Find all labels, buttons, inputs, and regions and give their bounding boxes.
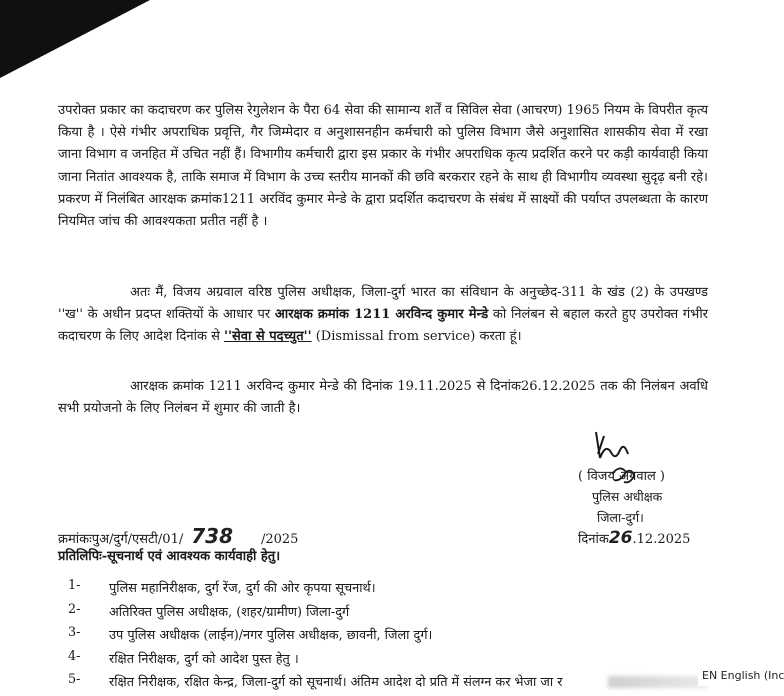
list-item-number: 3- xyxy=(68,625,81,640)
signature-date-handwritten-day: 26 xyxy=(608,528,633,548)
signatory-designation: पुलिस अधीक्षक xyxy=(592,489,663,504)
reference-year: /2025 xyxy=(260,532,299,547)
list-item-number: 1- xyxy=(68,578,81,593)
scan-shadow-corner xyxy=(0,0,150,78)
list-item xyxy=(68,625,728,649)
reference-handwritten-number: 738 xyxy=(191,524,233,548)
list-item-text: रक्षित निरीक्षक, दुर्ग को आदेश पुस्त हेतु । xyxy=(109,651,299,667)
list-item-number: 4- xyxy=(68,648,81,664)
signature-date-label: दिनांक xyxy=(578,532,609,547)
blurred-region xyxy=(608,676,708,688)
signature-date xyxy=(578,528,690,548)
paragraph-misconduct-text: उपरोक्त प्रकार का कदाचरण कर पुलिस रेगुलेशन के पैरा 64 सेवा की सामान्य शर्तें व सिविल सेवा (आचरण) 1965 नियम के विपरीत कृत्य किया है । ऐसे गंभीर अपराधिक प्रवृत्ति, गैर जिम्मेदार व अनुशासनहीन कर्मचारी को पुलिस विभाग जैसे अनुशासित शासकीय सेवा में रखा जाना विभाग व जनहित में उचित नहीं हैं। विभागीय कर्मचारी द्वारा इस प्रकार के गंभीर अपराधिक कृत्य प्रदर्शित करने पर कड़ी कार्यवाही किया जाना नितांत आवश्यक है, ताकि समाज में विभाग के उच्च स्तरीय मानकों की छवि बरकरार रहने के साथ ही विभागीय व्यवस्था सुदृढ़ बनी रहे। प्रकरण में निलंबित आरक्षक क्रमांक1211 अरविंद कुमार मेन्डे के द्वारा प्रदर्शित कदाचरण के संबंध में साक्ष्यों की पर्याप्त उपलब्धता के कारण नियमित जांच की आवश्यकता प्रतीत नहीं है । xyxy=(58,103,708,230)
reference-number xyxy=(58,524,298,548)
signature-date-rest: .12.2025 xyxy=(632,532,691,547)
list-item xyxy=(68,602,728,626)
paragraph-suspension-period xyxy=(58,376,708,420)
paragraph-misconduct xyxy=(58,100,708,233)
paragraph-order xyxy=(58,282,708,349)
list-item-text: पुलिस महानिरीक्षक, दुर्ग रेंज, दुर्ग की ओर कृपया सूचनार्थ। xyxy=(109,581,376,596)
order-text-middle: को निलंबन से बहाल करते हुए उपरोक्त गंभीर कदाचरण के लिए आदेश दिनांक से xyxy=(58,307,709,345)
order-constable-name: आरक्षक क्रमांक 1211 अरविन्द कुमार मेन्डे xyxy=(274,307,489,323)
list-item xyxy=(68,578,728,602)
list-item xyxy=(68,649,728,673)
order-dismissal-term: ''सेवा से पदच्युत'' xyxy=(224,329,312,345)
list-item-text: रक्षित निरीक्षक, रक्षित केन्द्र, जिला-दुर्ग को सूचनार्थ। अंतिम आदेश दो प्रति में संलग्न कर भेजा जा र xyxy=(109,675,563,690)
signatory-district: जिला-दुर्ग। xyxy=(597,510,644,525)
language-indicator[interactable]: EN English (Inc xyxy=(698,666,770,686)
list-item-text: उप पुलिस अधीक्षक (लाईन)/नगर पुलिस अधीक्षक, छावनी, जिला दुर्ग। xyxy=(109,628,433,643)
reference-prefix: क्रमांकःपुअ/दुर्ग/एसटी/01/ xyxy=(58,532,184,547)
suspension-period-text: आरक्षक क्रमांक 1211 अरविन्द कुमार मेन्डे की दिनांक 19.11.2025 से दिनांक26.12.2025 तक की निलंबन अवधि सभी प्रयोजनो के लिए निलंबन में शुमार की जाती है। xyxy=(58,379,708,417)
signatory-name: ( विजय अग्रवाल ) xyxy=(578,469,665,484)
order-text-start: अतः मैं, विजय अग्रवाल वरिष्ठ पुलिस अधीक्षक, जिला-दुर्ग भारत का संविधान के अनुच्छेद-311 के खंड (2) के उपखण्ड ''ख'' के अधीन प्रदप्त शक्तियों के आधार पर xyxy=(58,285,708,323)
list-item-number: 2- xyxy=(68,601,81,617)
list-item-number: 5- xyxy=(68,672,81,687)
list-item-text: अतिरिक्त पुलिस अधीक्षक, (शहर/ग्रामीण) जिला-दुर्ग xyxy=(109,604,350,620)
order-text-end: (Dismissal from service) करता हूं। xyxy=(311,329,522,345)
copy-heading: प्रतिलिपिः-सूचनार्थ एवं आवश्यक कार्यवाही हेतु। xyxy=(58,549,281,564)
